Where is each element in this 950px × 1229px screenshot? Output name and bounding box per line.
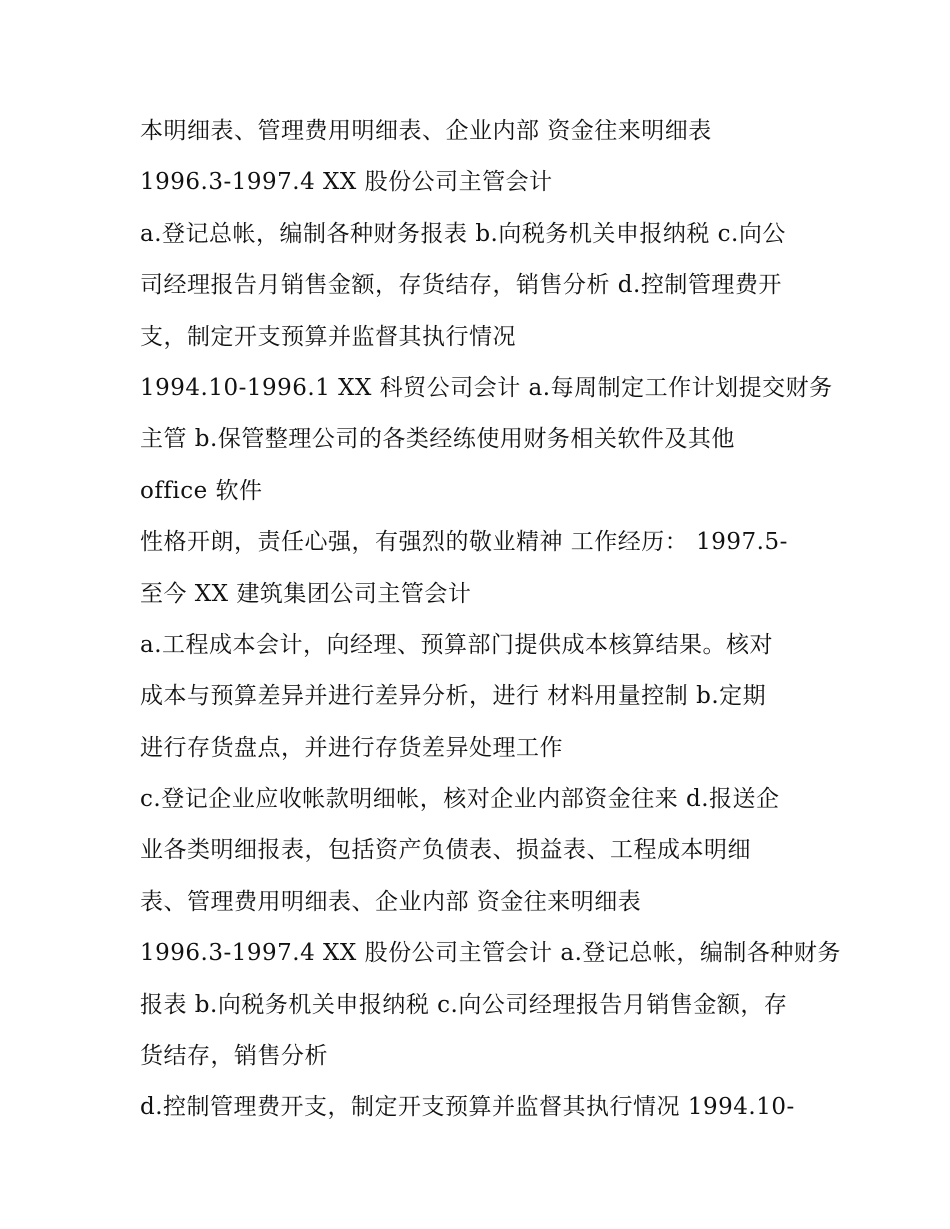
text-line: 1996.3-1997.4 XX 股份公司主管会计 [140, 169, 553, 196]
text-line: d.控制管理费开支，制定开支预算并监督其执行情况 1994.10- [140, 1094, 795, 1121]
text-line: 成本与预算差异并进行差异分析，进行 材料用量控制 b.定期 [140, 683, 767, 710]
document-body [140, 106, 841, 1134]
text-line: 1994.10-1996.1 XX 科贸公司会计 a.每周制定工作计划提交财务 [140, 374, 833, 401]
text-line: 报表 b.向税务机关申报纳税 c.向公司经理报告月销售金额，存 [140, 991, 788, 1018]
text-line: 至今 XX 建筑集团公司主管会计 [140, 580, 472, 607]
text-line: office 软件 [140, 477, 263, 504]
text-line: 1996.3-1997.4 XX 股份公司主管会计 a.登记总帐，编制各种财务 [140, 940, 841, 967]
text-line: 司经理报告月销售金额，存货结存，销售分析 d.控制管理费开 [140, 272, 782, 299]
text-line: 主管 b.保管整理公司的各类经练使用财务相关软件及其他 [140, 426, 735, 453]
text-line: a.登记总帐，编制各种财务报表 b.向税务机关申报纳税 c.向公 [140, 220, 786, 247]
text-line: 货结存，销售分析 [140, 1043, 328, 1070]
text-line: 性格开朗，责任心强，有强烈的敬业精神 工作经历： 1997.5- [140, 529, 788, 556]
text-line: c.登记企业应收帐款明细帐，核对企业内部资金往来 d.报送企 [140, 786, 780, 813]
text-line: 进行存货盘点，并进行存货差异处理工作 [140, 734, 563, 761]
text-line: a.工程成本会计，向经理、预算部门提供成本核算结果。核对 [140, 631, 774, 658]
text-line: 表、管理费用明细表、企业内部 资金往来明细表 [140, 888, 642, 915]
text-line: 本明细表、管理费用明细表、企业内部 资金往来明细表 [140, 118, 712, 144]
text-line: 支，制定开支预算并监督其执行情况 [140, 323, 516, 350]
text-line: 业各类明细报表，包括资产负债表、损益表、工程成本明细 [140, 837, 751, 864]
